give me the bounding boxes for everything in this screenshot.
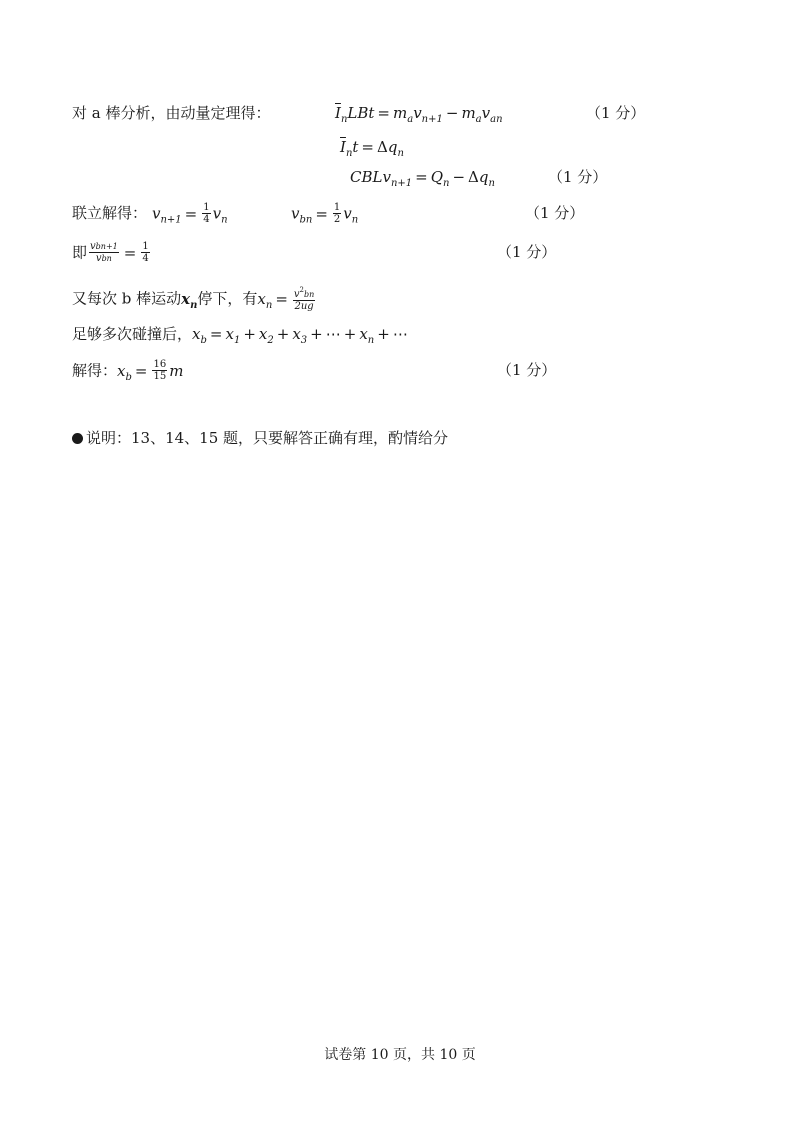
score-label: （1 分） [525, 204, 585, 222]
line-sum: 足够多次碰撞后，$x_b = x_1 + x_2 + x_3$ + ⋯ + $x_n$ + ⋯ [72, 325, 408, 346]
displacement-text-a: 又每次 b 棒运动 [72, 289, 182, 308]
line-result: 解得：$x_b$ = $\frac{16}{15}$ m [72, 359, 184, 383]
score-label: （1 分） [497, 243, 557, 261]
equation-capacitor: CBLv$_{n+1}$ = $Q_n - \Delta q_n$ [350, 168, 495, 189]
equation-momentum: $\overline{I}_nLBt = m_av_{n+1} - m_av_{an}$ [335, 104, 503, 125]
grading-note-text: 说明：13、14、15 题，只要解答正确有理，酌情给分 [86, 429, 449, 447]
score-label: （1 分） [497, 361, 557, 379]
bullet-icon [72, 433, 83, 444]
result-intro-text: 解得： [72, 361, 118, 380]
grading-note [72, 428, 448, 448]
solve-jointly-text: 联立解得： [72, 204, 148, 222]
line-ratio: 即 $\frac{\text{vbn+1}}{\text{vbn}}$ = $\frac{1}{4}$ [72, 241, 149, 264]
displacement-text-b: 停下，有 [197, 289, 258, 308]
score-label: （1 分） [548, 168, 608, 186]
line-solve-jointly [72, 203, 147, 223]
page-footer: 试卷第 10 页，共 10 页 [324, 1047, 476, 1063]
equation-vb: $v_{bn}$ = $\frac{1}{2}$ $v_n$ [291, 202, 359, 226]
ratio-intro-text: 即 [72, 243, 88, 262]
line-momentum-analysis [72, 103, 270, 123]
score-label: （1 分） [586, 104, 646, 122]
line-displacement: 又每次 b 棒运动$x_n$停下，有$x_n$ = $\frac{v^2bn}{2ug}$ [72, 286, 315, 312]
sum-intro-text: 足够多次碰撞后， [72, 325, 193, 343]
equation-charge: $\overline{I}_nt = \Delta q_n$ [340, 138, 404, 159]
analysis-intro-text: 对 a 棒分析，由动量定理得： [72, 104, 271, 122]
equation-va-next: $v_{n+1}$ = $\frac{1}{4}$ $v_n$ [152, 202, 228, 226]
